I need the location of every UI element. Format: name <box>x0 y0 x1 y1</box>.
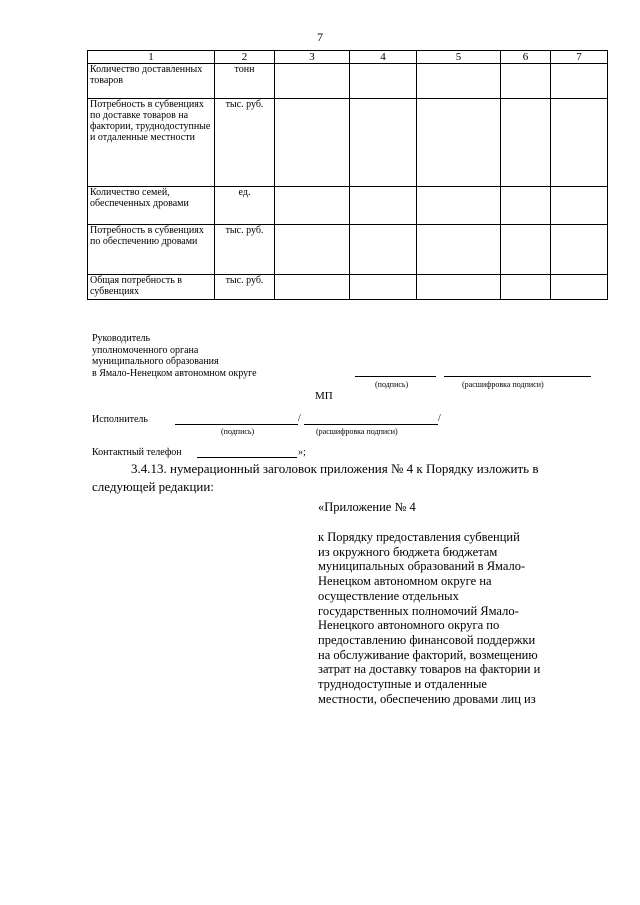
executor-sign-caption: (подпись) <box>221 427 255 436</box>
appendix-line: государственных полномочий Ямало- <box>318 603 519 618</box>
row-unit: тыс. руб. <box>215 275 275 300</box>
column-header: 4 <box>350 51 417 64</box>
head-line: Руководитель <box>92 333 151 344</box>
appendix-line: затрат на доставку товаров на фактории и <box>318 662 541 677</box>
appendix-line: предоставлению финансовой поддержки <box>318 632 536 647</box>
table-cell <box>417 64 501 99</box>
page-number: 7 <box>317 30 323 44</box>
table-cell <box>350 275 417 300</box>
table-cell <box>275 275 350 300</box>
head-line: уполномоченного органа <box>92 344 199 356</box>
executor-label: Исполнитель <box>92 414 148 425</box>
appendix-title: «Приложение № 4 <box>318 500 416 514</box>
table-cell <box>275 187 350 225</box>
table-cell <box>501 187 551 225</box>
executor-sign-line <box>175 424 298 425</box>
table-cell <box>350 99 417 187</box>
executor-slash-2: / <box>438 413 441 424</box>
column-header: 5 <box>417 51 501 64</box>
table-cell <box>275 99 350 187</box>
appendix-line: муниципальных образований в Ямало- <box>318 559 526 574</box>
table-cell <box>350 225 417 275</box>
table-cell <box>551 187 608 225</box>
table-cell <box>501 225 551 275</box>
table-cell <box>551 225 608 275</box>
paragraph-line-1: 3.4.13. нумерационный заголовок приложения № 4 к Порядку изложить в <box>131 461 539 476</box>
column-header: 1 <box>88 51 215 64</box>
row-unit: тыс. руб. <box>215 99 275 187</box>
table-cell <box>501 275 551 300</box>
table-cell <box>350 187 417 225</box>
table-cell <box>417 99 501 187</box>
column-header: 7 <box>551 51 608 64</box>
head-sign-caption: (подпись) <box>375 380 409 389</box>
table-cell <box>275 225 350 275</box>
executor-decode-caption: (расшифровка подписи) <box>316 427 398 436</box>
head-line: муниципального образования <box>92 356 219 367</box>
head-decode-line <box>444 376 591 377</box>
row-name: Потребность в субвенциях по обеспечению дровами <box>88 225 215 275</box>
appendix-line: Ненецком автономном округе на <box>318 574 492 589</box>
head-signatory <box>92 333 257 379</box>
row-unit: ед. <box>215 187 275 225</box>
phone-label: Контактный телефон <box>92 447 182 458</box>
appendix-line: Ненецкого автономного округа по <box>318 618 500 633</box>
table-row <box>88 275 608 300</box>
table-header-row <box>88 51 608 64</box>
table-cell <box>551 99 608 187</box>
appendix-line: осуществление отдельных <box>318 588 459 603</box>
appendix-description <box>318 530 598 706</box>
column-header: 2 <box>215 51 275 64</box>
table-row <box>88 187 608 225</box>
table-cell <box>417 225 501 275</box>
table-row <box>88 99 608 187</box>
appendix-line: к Порядку предоставления субвенций <box>318 530 520 544</box>
appendix-line: местности, обеспечению дровами лиц из <box>318 691 536 706</box>
table-cell <box>551 64 608 99</box>
head-line: в Ямало-Ненецком автономном округе <box>92 367 257 379</box>
executor-decode-line <box>304 424 438 425</box>
table-cell <box>417 187 501 225</box>
column-header: 3 <box>275 51 350 64</box>
table-cell <box>350 64 417 99</box>
row-unit: тыс. руб. <box>215 225 275 275</box>
appendix-line: на обслуживание факторий, возмещению <box>318 647 538 662</box>
appendix-line: из окружного бюджета бюджетам <box>318 544 498 559</box>
paragraph-line-2: следующей редакции: <box>92 479 214 494</box>
subvention-table <box>87 50 608 300</box>
table-cell <box>501 64 551 99</box>
phone-line <box>197 457 297 458</box>
row-name: Количество доставленных товаров <box>88 64 215 99</box>
phone-end: »; <box>298 447 306 458</box>
row-name: Потребность в субвенциях по доставке товаров на фактории, труднодоступные и отдаленные местности <box>88 99 215 187</box>
table-cell <box>551 275 608 300</box>
column-header: 6 <box>501 51 551 64</box>
table-cell <box>501 99 551 187</box>
stamp-label: МП <box>315 390 333 402</box>
table-cell <box>275 64 350 99</box>
appendix-line: труднодоступные и отдаленные <box>318 677 487 692</box>
row-name: Общая потребность в субвенциях <box>88 275 215 300</box>
executor-slash-1: / <box>298 413 301 424</box>
row-unit: тонн <box>215 64 275 99</box>
table-row <box>88 225 608 275</box>
head-decode-caption: (расшифровка подписи) <box>462 380 544 389</box>
head-sign-line <box>355 376 436 377</box>
table-cell <box>417 275 501 300</box>
table-row <box>88 64 608 99</box>
row-name: Количество семей, обеспеченных дровами <box>88 187 215 225</box>
